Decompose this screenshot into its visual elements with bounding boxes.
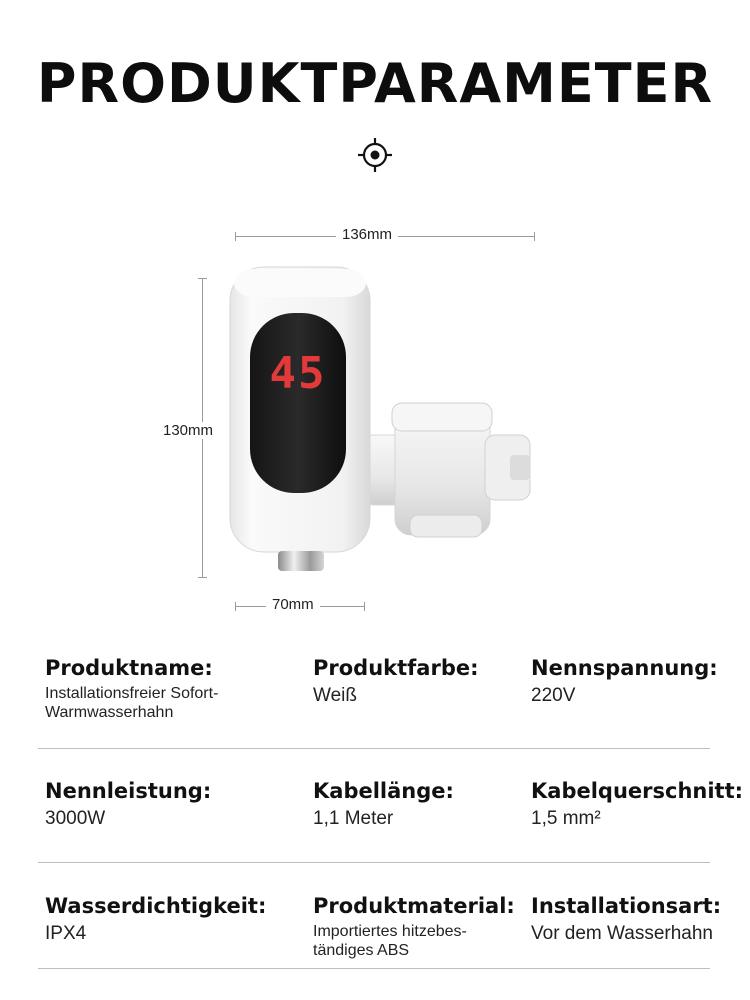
spec-product-color: Produktfarbe: Weiß <box>313 656 479 706</box>
spec-rated-voltage: Nennspannung: 220V <box>531 656 718 706</box>
dimension-height-label: 130mm <box>157 422 219 439</box>
spec-cable-length: Kabellänge: 1,1 Meter <box>313 779 454 829</box>
spec-water-resistance: Wasserdichtigkeit: IPX4 <box>45 894 267 944</box>
spec-installation-type: Installationsart: Vor dem Wasserhahn <box>531 894 722 944</box>
spec-product-name: Produktname: Installationsfreier Sofort- Warmwasserhahn <box>45 656 219 721</box>
spec-cable-cross-section: Kabelquerschnitt: 1,5 mm² <box>531 779 744 829</box>
temperature-display: 45 <box>269 348 327 399</box>
spec-divider <box>38 862 710 863</box>
spec-rated-power: Nennleistung: 3000W <box>45 779 212 829</box>
spec-product-material: Produktmaterial: Importiertes hitzebes- tändiges ABS <box>313 894 515 959</box>
faucet-heater-image <box>220 255 540 585</box>
dimension-width-top-label: 136mm <box>336 226 398 243</box>
dimension-width-bottom-label: 70mm <box>266 596 320 613</box>
spec-divider <box>38 748 710 749</box>
page-title: PRODUKTPARAMETER <box>36 52 714 115</box>
crosshair-target-icon <box>357 137 393 173</box>
spec-divider <box>38 968 710 969</box>
